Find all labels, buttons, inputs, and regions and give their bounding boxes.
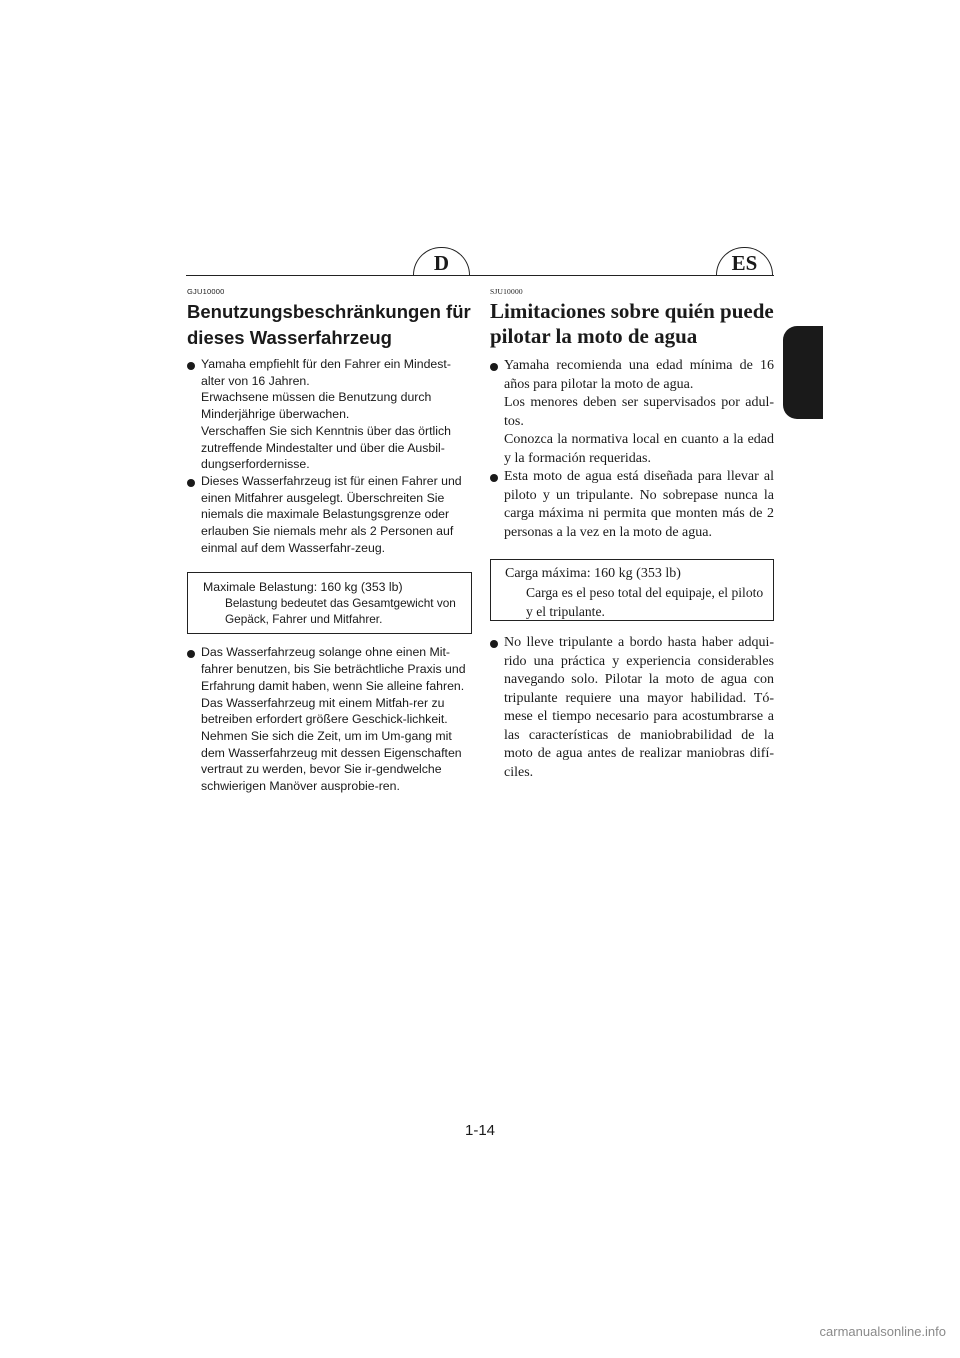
- paragraph: Das Wasserfahrzeug solange ohne einen Mit-fahrer benutzen, bis Sie beträchtliche Praxis und Erfahrung damit haben, wenn Sie alleine fahren. Das Wasserfahrzeug mit einem Mitfah-rer zu betreiben erfordert größere Geschick-lichkeit. Nehmen Sie sich die Zeit, um im Um-gang mit dem Wasserfahrzeug mit dessen Eigenschaften vertraut zu werden, bevor Sie ir-gendwelche schwierigen Manöver ausprobie-ren.: [201, 645, 466, 794]
- list-item: [490, 634, 774, 782]
- bullet-icon: [490, 474, 498, 482]
- paragraph: Esta moto de agua está diseñada para llevar al piloto y un tripulante. No sobrepase nunca la carga máxima ni permita que monten más de 2 personas a la vez en la moto de agua.: [504, 469, 774, 540]
- paragraph: Conozca la normativa local en cuanto a la edad y la formación requeridas.: [504, 432, 774, 466]
- page-number: 1-14: [464, 1122, 496, 1139]
- list-item: [187, 644, 472, 794]
- list-item: [187, 356, 472, 473]
- section-code: GJU10000: [187, 287, 225, 296]
- paragraph: Yamaha empfiehlt für den Fahrer ein Mindest-alter von 16 Jahren.: [201, 357, 451, 388]
- box-description: Carga es el peso total del equipaje, el piloto y el tripulante.: [526, 585, 764, 619]
- bullet-icon: [490, 363, 498, 371]
- paragraph: Los menores deben ser supervisados por adul-tos.: [504, 395, 774, 429]
- list-item: [187, 473, 472, 557]
- bullet-list: [187, 356, 472, 556]
- paragraph: No lleve tripulante a bordo hasta haber adqui-rido una práctica y experiencia considerables navegando solo. Pilotar la moto de agua con tripulante requiere una mayor habilidad. Tó-mese el tiempo necesario para acostumbrarse a las características de maniobrabilidad de la moto de agua antes de realizar maniobras difí-ciles.: [504, 635, 774, 780]
- paragraph: Yamaha recomienda una edad mínima de 16 años para pilotar la moto de agua.: [504, 358, 774, 392]
- bullet-list: [187, 644, 472, 794]
- bullet-icon: [187, 479, 195, 487]
- box-title: Carga máxima: 160 kg (353 lb): [505, 566, 681, 581]
- paragraph: Erwachsene müssen die Benutzung durch Minderjährige überwachen.: [201, 390, 432, 422]
- section-heading: Limitaciones sobre quién puede pilotar la moto de agua: [490, 299, 774, 348]
- bullet-icon: [490, 640, 498, 648]
- box-title: Maximale Belastung: 160 kg (353 lb): [203, 580, 403, 595]
- section-heading: Benutzungsbeschränkungen für dieses Wasserfahrzeug: [187, 301, 471, 348]
- language-badge-es: ES: [716, 247, 773, 275]
- paragraph: Verschaffen Sie sich Kenntnis über das örtlich zutreffende Mindestalter und über die Ausbil-dungserfordernisse.: [201, 423, 451, 472]
- header-rule: [186, 275, 774, 276]
- list-item: [490, 357, 774, 468]
- box-description: Belastung bedeutet das Gesamtgewicht von Gepäck, Fahrer und Mitfahrer.: [225, 596, 456, 627]
- german-column: [187, 287, 472, 795]
- bullet-icon: [187, 362, 195, 370]
- spanish-column: [490, 287, 774, 782]
- section-tab-marker: [783, 326, 823, 419]
- load-limit-box: [490, 559, 774, 621]
- language-badge-d: D: [413, 247, 470, 275]
- bullet-list: [490, 357, 774, 542]
- load-limit-box: [187, 572, 472, 634]
- footer-watermark: carmanualsonline.info: [819, 1324, 946, 1339]
- section-code: SJU10000: [490, 287, 523, 296]
- bullet-list: [490, 634, 774, 782]
- list-item: [490, 468, 774, 542]
- bullet-icon: [187, 650, 195, 658]
- paragraph: Dieses Wasserfahrzeug ist für einen Fahrer und einen Mitfahrer ausgelegt. Überschreiten Sie niemals die maximale Belastungsgrenze oder erlauben Sie niemals mehr als 2 Personen auf einmal auf dem Wasserfahr-zeug.: [201, 473, 462, 555]
